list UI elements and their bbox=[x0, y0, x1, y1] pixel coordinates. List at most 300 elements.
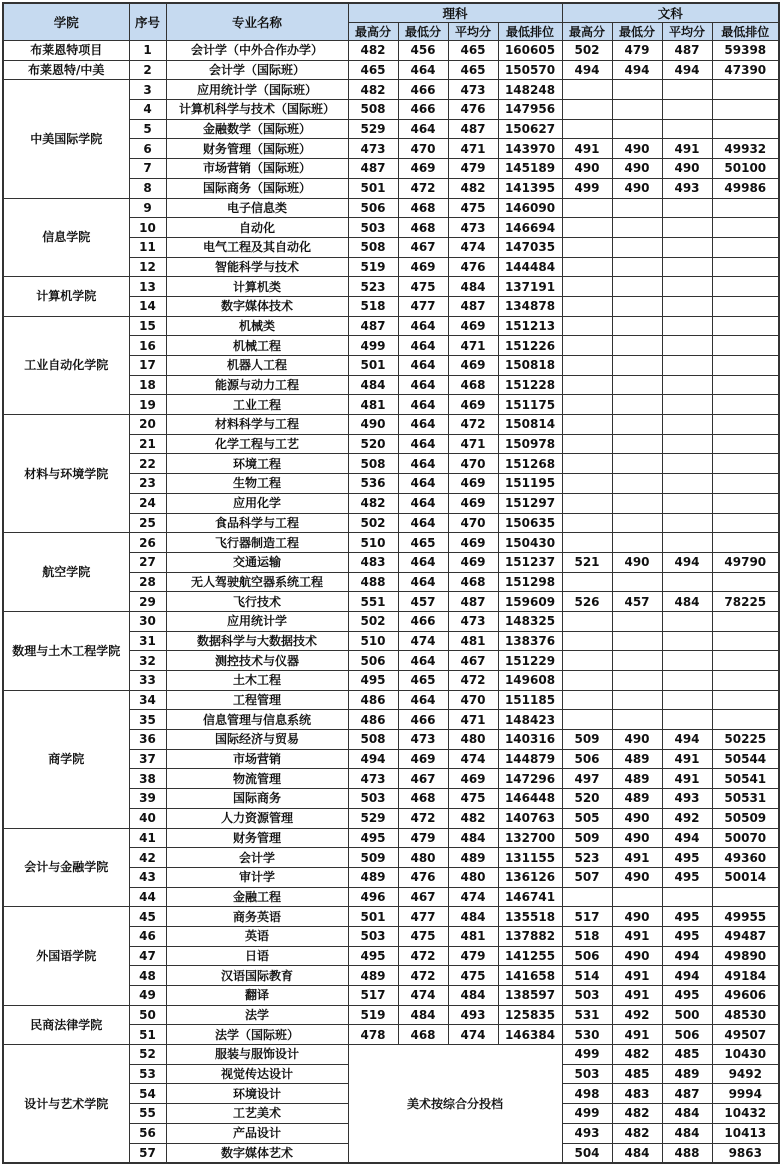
arts-max-score bbox=[562, 631, 612, 651]
arts-min-rank bbox=[712, 493, 779, 513]
major-name: 翻译 bbox=[166, 986, 348, 1006]
sci-max-score: 495 bbox=[348, 946, 398, 966]
major-name: 能源与动力工程 bbox=[166, 375, 348, 395]
arts-max-score bbox=[562, 257, 612, 277]
sci-avg-score: 472 bbox=[448, 415, 498, 435]
seq-number: 8 bbox=[129, 178, 166, 198]
sci-min-score: 472 bbox=[398, 966, 448, 986]
arts-min-rank: 9863 bbox=[712, 1143, 779, 1163]
seq-number: 31 bbox=[129, 631, 166, 651]
table-row bbox=[3, 907, 779, 927]
sci-avg-score: 475 bbox=[448, 198, 498, 218]
arts-avg-score bbox=[662, 119, 712, 139]
sci-min-score: 475 bbox=[398, 277, 448, 297]
major-name: 飞行技术 bbox=[166, 592, 348, 612]
arts-min-score bbox=[612, 671, 662, 691]
major-name: 交通运输 bbox=[166, 552, 348, 572]
seq-number: 21 bbox=[129, 434, 166, 454]
seq-number: 52 bbox=[129, 1045, 166, 1065]
arts-min-score bbox=[612, 198, 662, 218]
major-name: 数据科学与大数据技术 bbox=[166, 631, 348, 651]
sci-min-score: 464 bbox=[398, 474, 448, 494]
arts-min-rank bbox=[712, 395, 779, 415]
seq-number: 44 bbox=[129, 887, 166, 907]
major-name: 法学（国际班） bbox=[166, 1025, 348, 1045]
arts-min-rank: 50509 bbox=[712, 808, 779, 828]
sci-min-score: 467 bbox=[398, 769, 448, 789]
major-name: 化学工程与工艺 bbox=[166, 434, 348, 454]
major-name: 市场营销（国际班） bbox=[166, 159, 348, 179]
sci-max-score: 465 bbox=[348, 60, 398, 80]
sci-avg-score: 480 bbox=[448, 867, 498, 887]
arts-min-score: 489 bbox=[612, 749, 662, 769]
sci-min-rank: 146384 bbox=[498, 1025, 562, 1045]
arts-min-rank bbox=[712, 454, 779, 474]
arts-min-rank: 48530 bbox=[712, 1005, 779, 1025]
arts-avg-score: 494 bbox=[662, 730, 712, 750]
arts-min-rank: 59398 bbox=[712, 41, 779, 61]
seq-number: 56 bbox=[129, 1123, 166, 1143]
arts-min-score: 490 bbox=[612, 730, 662, 750]
seq-number: 10 bbox=[129, 218, 166, 238]
sci-min-rank: 150570 bbox=[498, 60, 562, 80]
arts-max-score: 502 bbox=[562, 41, 612, 61]
sci-min-score: 464 bbox=[398, 395, 448, 415]
arts-max-score: 526 bbox=[562, 592, 612, 612]
arts-min-score: 482 bbox=[612, 1045, 662, 1065]
sci-min-rank: 160605 bbox=[498, 41, 562, 61]
table-row bbox=[3, 1005, 779, 1025]
seq-number: 55 bbox=[129, 1104, 166, 1124]
arts-min-score bbox=[612, 277, 662, 297]
sci-min-rank: 141658 bbox=[498, 966, 562, 986]
sci-max-score: 495 bbox=[348, 828, 398, 848]
header-sci-max: 最高分 bbox=[348, 23, 398, 41]
arts-min-score bbox=[612, 710, 662, 730]
arts-min-rank bbox=[712, 356, 779, 376]
sci-min-score: 469 bbox=[398, 257, 448, 277]
arts-min-score bbox=[612, 316, 662, 336]
arts-min-rank bbox=[712, 100, 779, 120]
arts-min-rank: 49487 bbox=[712, 926, 779, 946]
seq-number: 51 bbox=[129, 1025, 166, 1045]
sci-min-rank: 137882 bbox=[498, 926, 562, 946]
seq-number: 6 bbox=[129, 139, 166, 159]
college-name: 民商法律学院 bbox=[3, 1005, 129, 1044]
admission-score-table bbox=[2, 2, 780, 1164]
college-name: 航空学院 bbox=[3, 533, 129, 612]
sci-min-rank: 148248 bbox=[498, 80, 562, 100]
sci-min-score: 466 bbox=[398, 80, 448, 100]
sci-avg-score: 469 bbox=[448, 769, 498, 789]
major-name: 人力资源管理 bbox=[166, 808, 348, 828]
arts-max-score bbox=[562, 572, 612, 592]
arts-avg-score: 487 bbox=[662, 41, 712, 61]
arts-min-score bbox=[612, 454, 662, 474]
sci-min-rank: 144879 bbox=[498, 749, 562, 769]
arts-max-score: 499 bbox=[562, 1104, 612, 1124]
arts-min-score: 491 bbox=[612, 848, 662, 868]
seq-number: 47 bbox=[129, 946, 166, 966]
sci-max-score: 486 bbox=[348, 690, 398, 710]
arts-min-rank bbox=[712, 277, 779, 297]
sci-avg-score: 480 bbox=[448, 730, 498, 750]
seq-number: 15 bbox=[129, 316, 166, 336]
arts-min-rank bbox=[712, 80, 779, 100]
arts-max-score bbox=[562, 296, 612, 316]
sci-avg-score: 468 bbox=[448, 375, 498, 395]
sci-avg-score: 471 bbox=[448, 139, 498, 159]
table-header bbox=[3, 3, 779, 41]
sci-min-rank: 159609 bbox=[498, 592, 562, 612]
arts-min-rank: 49890 bbox=[712, 946, 779, 966]
arts-min-rank: 50014 bbox=[712, 867, 779, 887]
sci-min-score: 484 bbox=[398, 1005, 448, 1025]
sci-min-score: 467 bbox=[398, 237, 448, 257]
header-science: 理科 bbox=[348, 3, 562, 23]
arts-min-rank: 49184 bbox=[712, 966, 779, 986]
sci-min-rank: 135518 bbox=[498, 907, 562, 927]
header-sci-min: 最低分 bbox=[398, 23, 448, 41]
college-name: 商学院 bbox=[3, 690, 129, 828]
arts-min-score: 482 bbox=[612, 1123, 662, 1143]
arts-avg-score: 491 bbox=[662, 769, 712, 789]
arts-avg-score: 484 bbox=[662, 1104, 712, 1124]
college-name: 数理与土木工程学院 bbox=[3, 611, 129, 690]
arts-min-score bbox=[612, 887, 662, 907]
sci-min-rank: 151195 bbox=[498, 474, 562, 494]
arts-min-score bbox=[612, 533, 662, 553]
sci-min-score: 472 bbox=[398, 178, 448, 198]
sci-min-rank: 148423 bbox=[498, 710, 562, 730]
arts-min-rank bbox=[712, 316, 779, 336]
sci-max-score: 536 bbox=[348, 474, 398, 494]
arts-max-score: 505 bbox=[562, 808, 612, 828]
sci-max-score: 499 bbox=[348, 336, 398, 356]
sci-avg-score: 482 bbox=[448, 808, 498, 828]
arts-max-score: 523 bbox=[562, 848, 612, 868]
sci-min-score: 477 bbox=[398, 907, 448, 927]
sci-min-score: 464 bbox=[398, 316, 448, 336]
arts-max-score bbox=[562, 474, 612, 494]
seq-number: 35 bbox=[129, 710, 166, 730]
sci-min-score: 464 bbox=[398, 690, 448, 710]
seq-number: 48 bbox=[129, 966, 166, 986]
arts-max-score bbox=[562, 277, 612, 297]
arts-min-rank: 10430 bbox=[712, 1045, 779, 1065]
seq-number: 9 bbox=[129, 198, 166, 218]
sci-min-rank: 136126 bbox=[498, 867, 562, 887]
sci-min-score: 465 bbox=[398, 533, 448, 553]
arts-avg-score bbox=[662, 356, 712, 376]
sci-avg-score: 484 bbox=[448, 907, 498, 927]
sci-min-rank: 138376 bbox=[498, 631, 562, 651]
sci-min-rank: 140763 bbox=[498, 808, 562, 828]
table-row bbox=[3, 415, 779, 435]
seq-number: 45 bbox=[129, 907, 166, 927]
sci-max-score: 529 bbox=[348, 119, 398, 139]
seq-number: 36 bbox=[129, 730, 166, 750]
arts-avg-score: 494 bbox=[662, 966, 712, 986]
arts-min-score: 457 bbox=[612, 592, 662, 612]
arts-min-score: 490 bbox=[612, 178, 662, 198]
major-name: 食品科学与工程 bbox=[166, 513, 348, 533]
sci-min-score: 466 bbox=[398, 100, 448, 120]
sci-avg-score: 469 bbox=[448, 552, 498, 572]
arts-avg-score bbox=[662, 395, 712, 415]
sci-max-score: 482 bbox=[348, 41, 398, 61]
sci-min-rank: 146448 bbox=[498, 789, 562, 809]
arts-min-score bbox=[612, 100, 662, 120]
seq-number: 23 bbox=[129, 474, 166, 494]
major-name: 电气工程及其自动化 bbox=[166, 237, 348, 257]
arts-min-rank: 50541 bbox=[712, 769, 779, 789]
sci-max-score: 508 bbox=[348, 730, 398, 750]
sci-avg-score: 471 bbox=[448, 710, 498, 730]
arts-max-score bbox=[562, 100, 612, 120]
sci-min-rank: 147035 bbox=[498, 237, 562, 257]
seq-number: 18 bbox=[129, 375, 166, 395]
arts-max-score: 517 bbox=[562, 907, 612, 927]
seq-number: 54 bbox=[129, 1084, 166, 1104]
major-name: 机械工程 bbox=[166, 336, 348, 356]
major-name: 国际经济与贸易 bbox=[166, 730, 348, 750]
college-name: 会计与金融学院 bbox=[3, 828, 129, 907]
arts-max-score bbox=[562, 356, 612, 376]
sci-max-score: 473 bbox=[348, 769, 398, 789]
sci-min-rank: 151237 bbox=[498, 552, 562, 572]
table-row bbox=[3, 277, 779, 297]
major-name: 物流管理 bbox=[166, 769, 348, 789]
arts-avg-score bbox=[662, 887, 712, 907]
arts-min-score: 489 bbox=[612, 789, 662, 809]
major-name: 商务英语 bbox=[166, 907, 348, 927]
arts-min-score bbox=[612, 296, 662, 316]
college-name: 材料与环境学院 bbox=[3, 415, 129, 533]
arts-max-score bbox=[562, 316, 612, 336]
arts-min-rank bbox=[712, 375, 779, 395]
arts-min-score bbox=[612, 631, 662, 651]
college-name: 计算机学院 bbox=[3, 277, 129, 316]
seq-number: 25 bbox=[129, 513, 166, 533]
arts-min-score: 484 bbox=[612, 1143, 662, 1163]
college-name: 中美国际学院 bbox=[3, 80, 129, 198]
table-row bbox=[3, 828, 779, 848]
sci-min-score: 472 bbox=[398, 808, 448, 828]
arts-min-score: 490 bbox=[612, 808, 662, 828]
sci-max-score: 508 bbox=[348, 454, 398, 474]
arts-min-score bbox=[612, 356, 662, 376]
major-name: 应用统计学（国际班） bbox=[166, 80, 348, 100]
sci-max-score: 482 bbox=[348, 80, 398, 100]
arts-avg-score bbox=[662, 474, 712, 494]
seq-number: 13 bbox=[129, 277, 166, 297]
arts-max-score: 494 bbox=[562, 60, 612, 80]
table-body bbox=[3, 41, 779, 1164]
seq-number: 12 bbox=[129, 257, 166, 277]
college-name: 布莱恩特项目 bbox=[3, 41, 129, 61]
sci-avg-score: 469 bbox=[448, 395, 498, 415]
arts-min-rank: 10413 bbox=[712, 1123, 779, 1143]
sci-max-score: 494 bbox=[348, 749, 398, 769]
sci-min-score: 464 bbox=[398, 415, 448, 435]
major-name: 工业工程 bbox=[166, 395, 348, 415]
seq-number: 16 bbox=[129, 336, 166, 356]
header-college: 学院 bbox=[3, 3, 129, 41]
sci-min-score: 457 bbox=[398, 592, 448, 612]
sci-max-score: 484 bbox=[348, 375, 398, 395]
arts-max-score: 518 bbox=[562, 926, 612, 946]
sci-avg-score: 469 bbox=[448, 493, 498, 513]
arts-min-score: 491 bbox=[612, 926, 662, 946]
arts-max-score bbox=[562, 454, 612, 474]
arts-min-score bbox=[612, 415, 662, 435]
sci-avg-score: 476 bbox=[448, 257, 498, 277]
major-name: 测控技术与仪器 bbox=[166, 651, 348, 671]
sci-avg-score: 474 bbox=[448, 237, 498, 257]
sci-min-score: 465 bbox=[398, 671, 448, 691]
arts-avg-score bbox=[662, 336, 712, 356]
sci-min-rank: 146741 bbox=[498, 887, 562, 907]
sci-min-score: 464 bbox=[398, 356, 448, 376]
arts-min-score: 491 bbox=[612, 966, 662, 986]
arts-avg-score: 494 bbox=[662, 60, 712, 80]
college-name: 信息学院 bbox=[3, 198, 129, 277]
arts-max-score bbox=[562, 651, 612, 671]
arts-min-rank bbox=[712, 474, 779, 494]
sci-max-score: 506 bbox=[348, 198, 398, 218]
sci-min-score: 464 bbox=[398, 513, 448, 533]
arts-min-rank bbox=[712, 218, 779, 238]
table-row bbox=[3, 41, 779, 61]
sci-min-rank: 131155 bbox=[498, 848, 562, 868]
sci-min-score: 467 bbox=[398, 887, 448, 907]
major-name: 智能科学与技术 bbox=[166, 257, 348, 277]
arts-min-score: 482 bbox=[612, 1104, 662, 1124]
sci-max-score: 488 bbox=[348, 572, 398, 592]
major-name: 飞行器制造工程 bbox=[166, 533, 348, 553]
sci-max-score: 509 bbox=[348, 848, 398, 868]
major-name: 金融数学（国际班） bbox=[166, 119, 348, 139]
arts-min-rank bbox=[712, 631, 779, 651]
sci-min-score: 456 bbox=[398, 41, 448, 61]
major-name: 应用化学 bbox=[166, 493, 348, 513]
arts-min-rank: 9994 bbox=[712, 1084, 779, 1104]
table-row bbox=[3, 60, 779, 80]
sci-max-score: 506 bbox=[348, 651, 398, 671]
seq-number: 49 bbox=[129, 986, 166, 1006]
sci-min-rank: 150818 bbox=[498, 356, 562, 376]
arts-min-rank: 49790 bbox=[712, 552, 779, 572]
arts-min-score: 490 bbox=[612, 946, 662, 966]
sci-avg-score: 470 bbox=[448, 690, 498, 710]
arts-max-score: 491 bbox=[562, 139, 612, 159]
sci-avg-score: 470 bbox=[448, 513, 498, 533]
sci-min-score: 477 bbox=[398, 296, 448, 316]
arts-avg-score: 494 bbox=[662, 828, 712, 848]
sci-max-score: 478 bbox=[348, 1025, 398, 1045]
arts-min-score bbox=[612, 257, 662, 277]
sci-max-score: 529 bbox=[348, 808, 398, 828]
sci-max-score: 518 bbox=[348, 296, 398, 316]
header-sci-avg: 平均分 bbox=[448, 23, 498, 41]
sci-min-rank: 125835 bbox=[498, 1005, 562, 1025]
sci-max-score: 482 bbox=[348, 493, 398, 513]
sci-min-rank: 150978 bbox=[498, 434, 562, 454]
arts-avg-score bbox=[662, 434, 712, 454]
arts-min-rank: 50100 bbox=[712, 159, 779, 179]
arts-min-score bbox=[612, 80, 662, 100]
arts-min-rank bbox=[712, 651, 779, 671]
sci-avg-score: 481 bbox=[448, 631, 498, 651]
sci-avg-score: 467 bbox=[448, 651, 498, 671]
arts-min-score bbox=[612, 611, 662, 631]
arts-avg-score: 488 bbox=[662, 1143, 712, 1163]
sci-max-score: 487 bbox=[348, 159, 398, 179]
arts-min-score bbox=[612, 237, 662, 257]
arts-min-score: 490 bbox=[612, 867, 662, 887]
arts-max-score bbox=[562, 198, 612, 218]
seq-number: 17 bbox=[129, 356, 166, 376]
arts-avg-score: 495 bbox=[662, 848, 712, 868]
arts-avg-score bbox=[662, 572, 712, 592]
arts-min-rank bbox=[712, 296, 779, 316]
arts-avg-score bbox=[662, 80, 712, 100]
arts-min-score: 490 bbox=[612, 139, 662, 159]
sci-min-score: 473 bbox=[398, 730, 448, 750]
arts-avg-score bbox=[662, 454, 712, 474]
table-row bbox=[3, 533, 779, 553]
arts-avg-score: 491 bbox=[662, 139, 712, 159]
arts-max-score: 530 bbox=[562, 1025, 612, 1045]
sci-max-score: 508 bbox=[348, 100, 398, 120]
arts-max-score: 498 bbox=[562, 1084, 612, 1104]
arts-avg-score bbox=[662, 198, 712, 218]
arts-min-rank: 50544 bbox=[712, 749, 779, 769]
sci-min-rank: 151268 bbox=[498, 454, 562, 474]
arts-avg-score: 500 bbox=[662, 1005, 712, 1025]
arts-max-score: 499 bbox=[562, 178, 612, 198]
sci-min-score: 464 bbox=[398, 434, 448, 454]
seq-number: 27 bbox=[129, 552, 166, 572]
header-arts-rank: 最低排位 bbox=[712, 23, 779, 41]
arts-min-score bbox=[612, 218, 662, 238]
arts-min-score bbox=[612, 119, 662, 139]
sci-max-score: 508 bbox=[348, 237, 398, 257]
arts-avg-score: 494 bbox=[662, 552, 712, 572]
sci-min-rank: 150635 bbox=[498, 513, 562, 533]
seq-number: 46 bbox=[129, 926, 166, 946]
arts-min-score: 490 bbox=[612, 907, 662, 927]
arts-min-rank bbox=[712, 237, 779, 257]
sci-max-score: 473 bbox=[348, 139, 398, 159]
arts-min-rank bbox=[712, 887, 779, 907]
sci-avg-score: 476 bbox=[448, 100, 498, 120]
sci-min-rank: 151297 bbox=[498, 493, 562, 513]
sci-min-score: 475 bbox=[398, 926, 448, 946]
sci-min-rank: 150627 bbox=[498, 119, 562, 139]
arts-avg-score: 485 bbox=[662, 1045, 712, 1065]
sci-max-score: 486 bbox=[348, 710, 398, 730]
arts-min-rank: 49955 bbox=[712, 907, 779, 927]
arts-max-score bbox=[562, 513, 612, 533]
sci-max-score: 551 bbox=[348, 592, 398, 612]
arts-avg-score bbox=[662, 671, 712, 691]
arts-avg-score: 494 bbox=[662, 946, 712, 966]
major-name: 机械类 bbox=[166, 316, 348, 336]
table-row bbox=[3, 198, 779, 218]
sci-max-score: 510 bbox=[348, 533, 398, 553]
